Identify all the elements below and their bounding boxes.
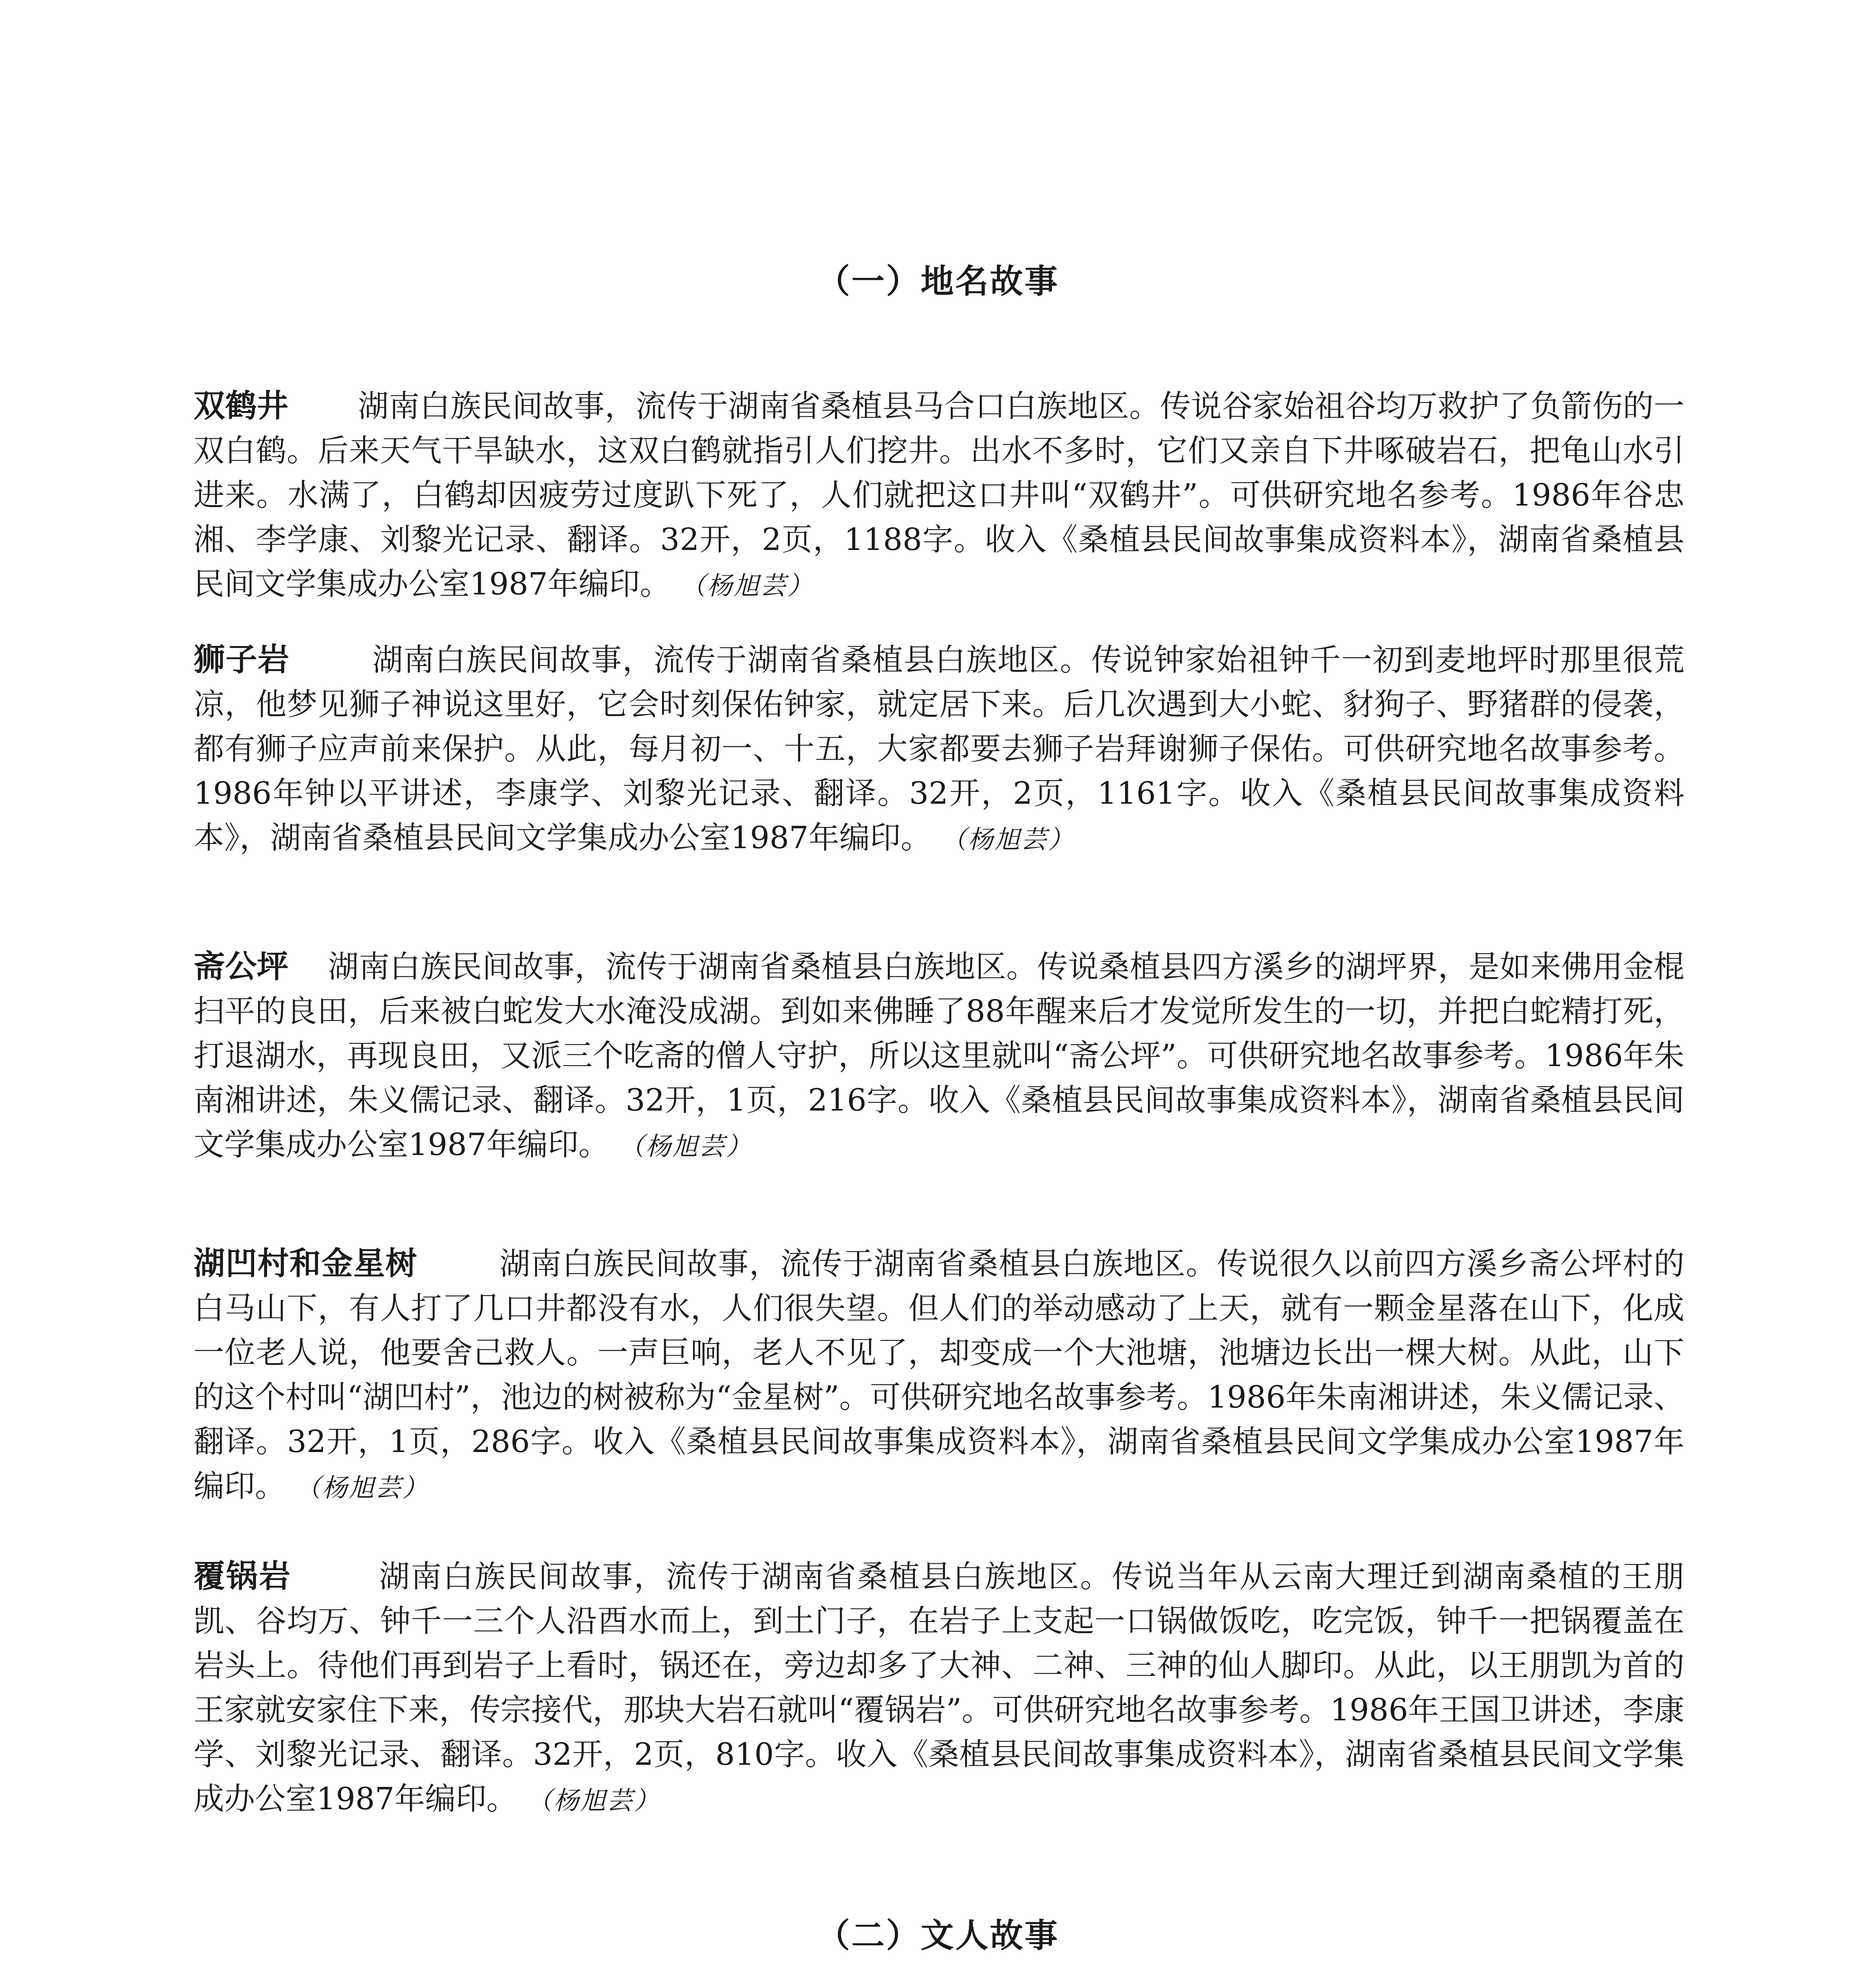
entry-gap xyxy=(298,949,318,985)
entry-gap xyxy=(303,1559,368,1594)
entry-term: 覆锅岩 xyxy=(194,1558,292,1594)
entry-shuanghejing xyxy=(194,384,1684,609)
section-heading-place-names: （一）地名故事 xyxy=(817,262,1059,301)
entry-term: 双鹤井 xyxy=(194,387,289,424)
entry-zhaigongping xyxy=(194,944,1684,1169)
entry-author: （杨旭芸） xyxy=(680,572,814,601)
entry-text: 湖南白族民间故事，流传于湖南省桑植县白族地区。传说当年从云南大理迁到湖南桑植的王朋凯、谷均万、钟千一三个人沿酉水而上，到土门子，在岩子上支起一口锅做饭吃，吃完饭，钟千一把锅覆盖在岩头上。待他们再到岩子上看时，锅还在，旁边却多了大神、二神、三神的仙人脚印。从此，以王朋凯为首的王家就安家住下来，传宗接代，那块大岩石就叫“覆锅岩”。可供研究地名故事参考。1986年王国卫讲述，李康学、刘黎光记录、翻译。32开，2页，810字。收入《桑植县民间故事集成资料本》，湖南省桑植县民间文学集成办公室1987年编印。 xyxy=(194,1559,1685,1817)
entry-text: 湖南白族民间故事，流传于湖南省桑植县白族地区。传说桑植县四方溪乡的湖坪界，是如来佛用金棍扫平的良田，后来被白蛇发大水淹没成湖。到如来佛睡了88年醒来后才发觉所发生的一切，并把白蛇精打死，打退湖水，再现良田，又派三个吃斋的僧人守护，所以这里就叫“斋公坪”。可供研究地名故事参考。1986年朱南湘讲述，朱义儒记录、翻译。32开，1页，216字。收入《桑植县民间故事集成资料本》，湖南省桑植县民间文学集成办公室1987年编印。 xyxy=(194,949,1684,1162)
entry-gap xyxy=(300,642,362,678)
entry-shiziyan xyxy=(194,637,1684,862)
entry-author: （杨旭芸） xyxy=(295,1474,429,1503)
entry-text: 湖南白族民间故事，流传于湖南省桑植县白族地区。传说很久以前四方溪乡斋公坪村的白马山下，有人打了几口井都没有水，人们很失望。但人们的举动感动了上天，就有一颗金星落在山下，化成一位老人说，他要舍己救人。一声巨响，老人不见了，却变成一个大池塘，池塘边长出一棵大树。从此，山下的这个村叫“湖凹村”，池边的树被称为“金星树”。可供研究地名故事参考。1986年朱南湘讲述，朱义儒记录、翻译。32开，1页，286字。收入《桑植县民间故事集成资料本》，湖南省桑植县民间文学集成办公室1987年编印。 xyxy=(194,1246,1685,1504)
entry-term: 斋公坪 xyxy=(194,948,289,985)
entry-term: 湖凹村和金星树 xyxy=(194,1245,418,1282)
entry-author: （杨旭芸） xyxy=(527,1786,661,1816)
section-heading-literati: （二）文人故事 xyxy=(817,1916,1059,1955)
entry-author: （杨旭芸） xyxy=(941,825,1075,854)
entry-huaocun-jinxingshu xyxy=(194,1241,1684,1511)
entry-term: 狮子岩 xyxy=(194,641,290,678)
entry-text: 湖南白族民间故事，流传于湖南省桑植县马合口白族地区。传说谷家始祖谷均万救护了负箭伤的一双白鹤。后来天气干旱缺水，这双白鹤就指引人们挖井。出水不多时，它们又亲自下井啄破岩石，把龟山水引进来。水满了，白鹤却因疲劳过度趴下死了，人们就把这口井叫“双鹤井”。可供研究地名参考。1986年谷忠湘、李学康、刘黎光记录、翻译。32开，2页，1188字。收入《桑植县民间故事集成资料本》，湖南省桑植县民间文学集成办公室1987年编印。 xyxy=(194,389,1684,602)
entry-gap xyxy=(428,1246,489,1282)
entry-author: （杨旭芸） xyxy=(619,1132,753,1161)
entry-text: 湖南白族民间故事，流传于湖南省桑植县白族地区。传说钟家始祖钟千一初到麦地坪时那里很荒凉，他梦见狮子神说这里好，它会时刻保佑钟家，就定居下来。后几次遇到大小蛇、豺狗子、野猪群的侵袭，都有狮子应声前来保护。从此，每月初一、十五，大家都要去狮子岩拜谢狮子保佑。可供研究地名故事参考。1986年钟以平讲述，李康学、刘黎光记录、翻译。32开，2页，1161字。收入《桑植县民间故事集成资料本》，湖南省桑植县民间文学集成办公室1987年编印。 xyxy=(194,642,1685,856)
entry-fuguoyan xyxy=(194,1554,1684,1823)
entry-gap xyxy=(299,389,348,424)
